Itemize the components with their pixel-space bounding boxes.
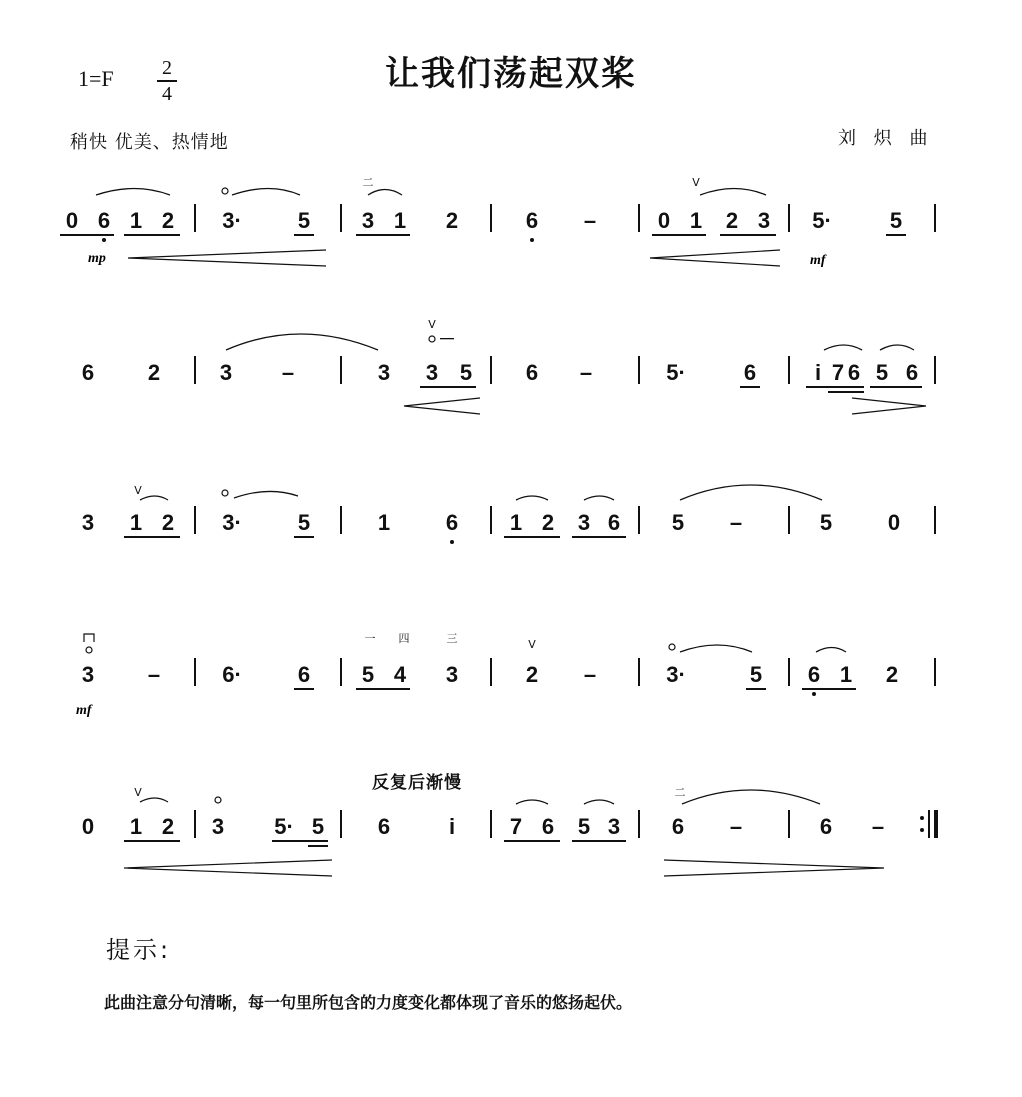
note: 3 bbox=[377, 360, 391, 385]
note: 6 bbox=[97, 208, 111, 233]
note: 6 bbox=[671, 814, 685, 839]
note: 0 bbox=[887, 510, 901, 535]
note: 6 bbox=[525, 208, 539, 233]
note: 3 bbox=[211, 814, 225, 839]
note: 5 bbox=[819, 510, 833, 535]
fingering-mark: 一 bbox=[364, 632, 376, 645]
note: 4 bbox=[393, 662, 407, 687]
note: 5 bbox=[875, 360, 889, 385]
note: 2 bbox=[147, 360, 161, 385]
note: – bbox=[583, 208, 597, 233]
note: 2 bbox=[161, 510, 175, 535]
note: – bbox=[281, 360, 295, 385]
note: 6 bbox=[445, 510, 459, 535]
fingering-mark: 四 bbox=[398, 632, 410, 645]
note: 1 bbox=[839, 662, 853, 687]
score-line-2 bbox=[82, 318, 936, 414]
note: 2 bbox=[445, 208, 459, 233]
fingering-mark: 三 bbox=[446, 632, 458, 645]
note: – bbox=[147, 662, 161, 687]
note: 1 bbox=[129, 510, 143, 535]
note: 6 bbox=[297, 662, 311, 687]
note: 5 bbox=[889, 208, 903, 233]
dynamic-mf: mf bbox=[76, 703, 92, 718]
note: 7 bbox=[831, 360, 845, 385]
note: – bbox=[729, 814, 743, 839]
breath-mark: V bbox=[428, 318, 436, 331]
meter-top: 2 bbox=[162, 57, 172, 79]
dynamic-mp: mp bbox=[88, 251, 106, 266]
note: 5 bbox=[297, 208, 311, 233]
note: – bbox=[729, 510, 743, 535]
note: 6 bbox=[905, 360, 919, 385]
fingering-mark: 二 bbox=[362, 176, 374, 189]
meter-bottom: 4 bbox=[162, 83, 172, 105]
note: 3 bbox=[607, 814, 621, 839]
note: 2 bbox=[161, 208, 175, 233]
breath-mark: V bbox=[134, 786, 142, 799]
note: 1 bbox=[377, 510, 391, 535]
note: 5 bbox=[297, 510, 311, 535]
note: 3 bbox=[445, 662, 459, 687]
note: 6 bbox=[607, 510, 621, 535]
note: 6 bbox=[377, 814, 391, 839]
note: – bbox=[579, 360, 593, 385]
note: 6 bbox=[81, 360, 95, 385]
note: 5 bbox=[311, 814, 325, 839]
fingering-mark: 二 bbox=[674, 786, 686, 799]
score-line-5 bbox=[82, 786, 938, 876]
note: 1 bbox=[129, 208, 143, 233]
rit-marking: 反复后渐慢 bbox=[372, 773, 462, 793]
note: 3 bbox=[577, 510, 591, 535]
note: 6· bbox=[222, 662, 242, 687]
page-title: 让我们荡起双桨 bbox=[385, 54, 637, 94]
note: 6 bbox=[743, 360, 757, 385]
note: 3 bbox=[219, 360, 233, 385]
note: 6 bbox=[525, 360, 539, 385]
note: 5 bbox=[459, 360, 473, 385]
note: 3 bbox=[757, 208, 771, 233]
note: 3 bbox=[81, 510, 95, 535]
note: i bbox=[448, 814, 456, 839]
note: – bbox=[583, 662, 597, 687]
note: 1 bbox=[129, 814, 143, 839]
hint-text: 此曲注意分句清晰，每一句里所包含的力度变化都体现了音乐的悠扬起伏。 bbox=[104, 993, 633, 1012]
note: 5 bbox=[749, 662, 763, 687]
note: i bbox=[814, 360, 822, 385]
note: 6 bbox=[541, 814, 555, 839]
note: 6 bbox=[819, 814, 833, 839]
note: 6 bbox=[847, 360, 861, 385]
note: 2 bbox=[541, 510, 555, 535]
tempo-marking: 稍快 优美、热情地 bbox=[70, 132, 229, 153]
note: 5· bbox=[812, 208, 832, 233]
note: 6 bbox=[807, 662, 821, 687]
score-line-3 bbox=[82, 484, 936, 544]
composer-credit: 刘 炽 曲 bbox=[838, 128, 934, 149]
note: 3· bbox=[222, 510, 242, 535]
note: 2 bbox=[885, 662, 899, 687]
note: 5· bbox=[274, 814, 294, 839]
note: 0 bbox=[65, 208, 79, 233]
note: 5 bbox=[671, 510, 685, 535]
score-line-1 bbox=[60, 176, 936, 268]
score-line-4 bbox=[76, 632, 936, 718]
note: 2 bbox=[525, 662, 539, 687]
note: 5· bbox=[666, 360, 686, 385]
note: 3 bbox=[361, 208, 375, 233]
note: 1 bbox=[689, 208, 703, 233]
note: 5 bbox=[577, 814, 591, 839]
note: 3 bbox=[81, 662, 95, 687]
note: – bbox=[871, 814, 885, 839]
breath-mark: V bbox=[528, 638, 536, 651]
note: 3· bbox=[666, 662, 686, 687]
note: 1 bbox=[393, 208, 407, 233]
dynamic-mf: mf bbox=[810, 253, 826, 268]
note: 3 bbox=[425, 360, 439, 385]
note: 3· bbox=[222, 208, 242, 233]
note: 2 bbox=[725, 208, 739, 233]
note: 5 bbox=[361, 662, 375, 687]
breath-mark: V bbox=[692, 176, 700, 189]
breath-mark: V bbox=[134, 484, 142, 497]
note: 0 bbox=[657, 208, 671, 233]
key-signature: 1=F bbox=[78, 66, 114, 91]
note: 1 bbox=[509, 510, 523, 535]
note: 7 bbox=[509, 814, 523, 839]
hint-heading: 提示: bbox=[106, 936, 172, 964]
note: 0 bbox=[81, 814, 95, 839]
note: 2 bbox=[161, 814, 175, 839]
